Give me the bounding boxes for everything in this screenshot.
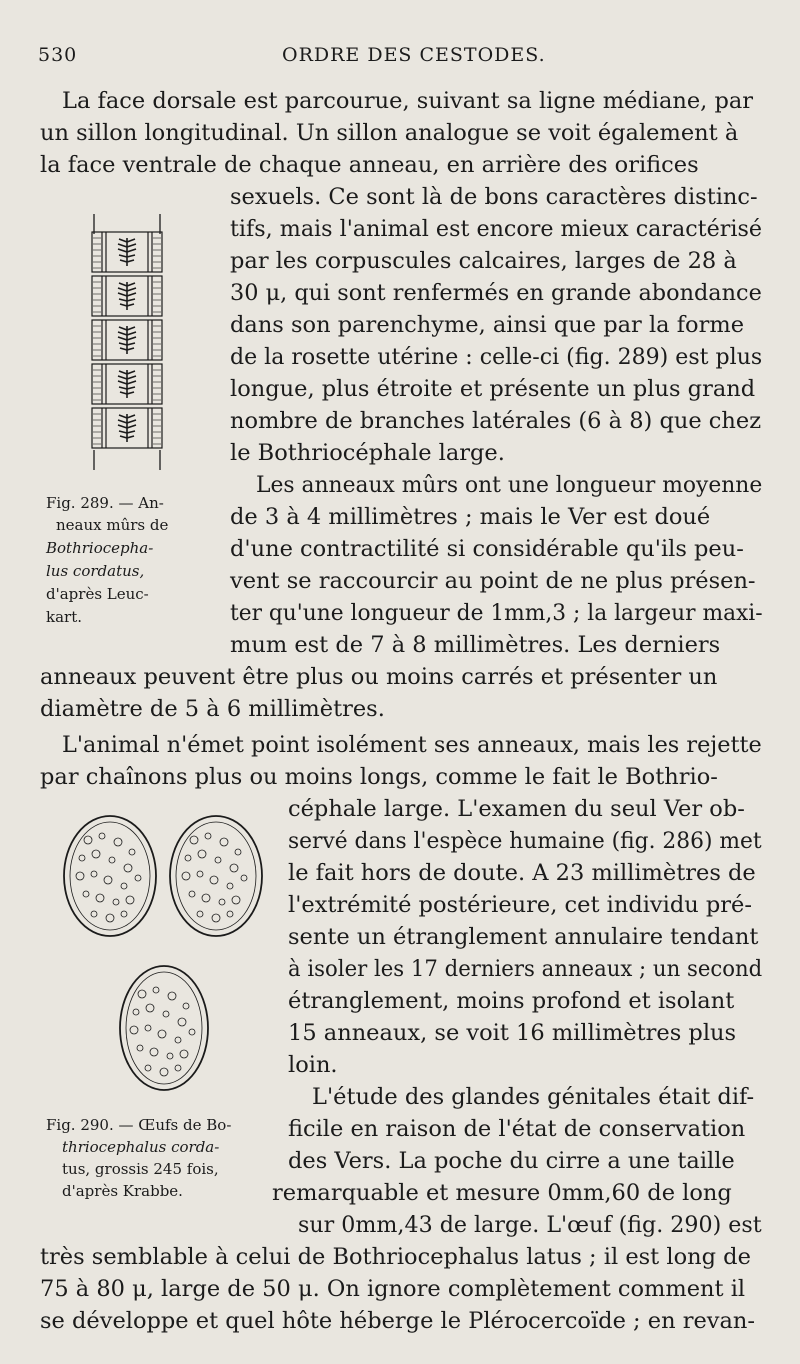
fig289-caption-line: neaux mûrs de <box>56 516 169 534</box>
body-text-line: L'étude des glandes génitales était dif- <box>312 1084 755 1110</box>
body-text-line: de la rosette utérine : celle-ci (fig. 289) est plus <box>230 344 763 370</box>
body-text-line: par chaînons plus ou moins longs, comme le fait le Bothrio- <box>40 764 718 790</box>
body-text-line: ter qu'une longueur de 1mm,3 ; la largeur maxi- <box>230 600 763 626</box>
fig290-caption-line: d'après Krabbe. <box>62 1182 183 1200</box>
body-text-line: vent se raccourcir au point de ne plus présen- <box>230 568 756 594</box>
body-text-line: 15 anneaux, se voit 16 millimètres plus <box>288 1020 737 1046</box>
body-text-line: des Vers. La poche du cirre a une taille <box>288 1148 735 1174</box>
body-text-line: nombre de branches latérales (6 à 8) que chez <box>230 408 762 434</box>
body-text-line: par les corpuscules calcaires, larges de 28 à <box>230 248 737 274</box>
fig290-caption-line: thriocephalus corda- <box>62 1138 220 1156</box>
body-text-line: sur 0mm,43 de large. L'œuf (fig. 290) est <box>298 1212 762 1238</box>
body-text-line: un sillon longitudinal. Un sillon analogue se voit également à <box>40 120 739 146</box>
segments-illustration <box>86 214 168 470</box>
fig289-caption-line: Fig. 289. — An- <box>46 494 164 512</box>
fig289-caption-line: d'après Leuc- <box>46 585 149 603</box>
eggs-illustration <box>58 808 280 1108</box>
body-text-line: se développe et quel hôte héberge le Plérocercoïde ; en revan- <box>40 1308 756 1334</box>
fig289-caption-line: kart. <box>46 608 82 626</box>
body-text-line: d'une contractilité si considérable qu'ils peu- <box>230 536 744 562</box>
figure-290-eggs <box>58 808 280 1108</box>
body-text-line: céphale large. L'examen du seul Ver ob- <box>288 796 745 822</box>
body-text-line: longue, plus étroite et présente un plus grand <box>230 376 756 402</box>
body-text-line: servé dans l'espèce humaine (fig. 286) met <box>288 828 762 854</box>
body-text-line: La face dorsale est parcourue, suivant sa ligne médiane, par <box>62 88 754 114</box>
fig289-caption-line: lus cordatus, <box>46 562 145 580</box>
fig289-caption-line: Bothriocepha- <box>46 539 154 557</box>
body-text-line: le fait hors de doute. A 23 millimètres de <box>288 860 756 886</box>
body-text-line: 75 à 80 μ, large de 50 μ. On ignore complètement comment il <box>40 1276 746 1302</box>
body-text-line: la face ventrale de chaque anneau, en arrière des orifices <box>40 152 699 178</box>
fig290-caption-line: tus, grossis 245 fois, <box>62 1160 219 1178</box>
body-text-line: de 3 à 4 millimètres ; mais le Ver est doué <box>230 504 711 530</box>
body-text-line: l'extrémité postérieure, cet individu pré- <box>288 892 752 918</box>
body-text-line: à isoler les 17 derniers anneaux ; un second <box>288 956 763 982</box>
body-text-line: sexuels. Ce sont là de bons caractères distinc- <box>230 184 758 210</box>
fig290-caption-line: Fig. 290. — Œufs de Bo- <box>46 1116 232 1134</box>
body-text-line: tifs, mais l'animal est encore mieux caractérisé <box>230 216 763 242</box>
body-text-line: sente un étranglement annulaire tendant <box>288 924 759 950</box>
body-text-line: remarquable et mesure 0mm,60 de long <box>272 1180 732 1206</box>
page-number: 530 <box>38 44 78 66</box>
body-text-line: dans son parenchyme, ainsi que par la forme <box>230 312 745 338</box>
body-text-line: Les anneaux mûrs ont une longueur moyenne <box>256 472 763 498</box>
body-text-line: étranglement, moins profond et isolant <box>288 988 735 1014</box>
body-text-line: mum est de 7 à 8 millimètres. Les derniers <box>230 632 721 658</box>
body-text-line: très semblable à celui de Bothriocephalus latus ; il est long de <box>40 1244 751 1270</box>
running-title: ORDRE DES CESTODES. <box>282 44 546 66</box>
body-text-line: anneaux peuvent être plus ou moins carrés et présenter un <box>40 664 718 690</box>
figure-289-segments <box>86 214 168 470</box>
body-text-line: L'animal n'émet point isolément ses anneaux, mais les rejette <box>62 732 762 758</box>
body-text-line: le Bothriocéphale large. <box>230 440 505 466</box>
body-text-line: diamètre de 5 à 6 millimètres. <box>40 696 385 722</box>
body-text-line: 30 μ, qui sont renfermés en grande abondance <box>230 280 762 306</box>
body-text-line: loin. <box>288 1052 338 1078</box>
body-text-line: ficile en raison de l'état de conservation <box>288 1116 746 1142</box>
